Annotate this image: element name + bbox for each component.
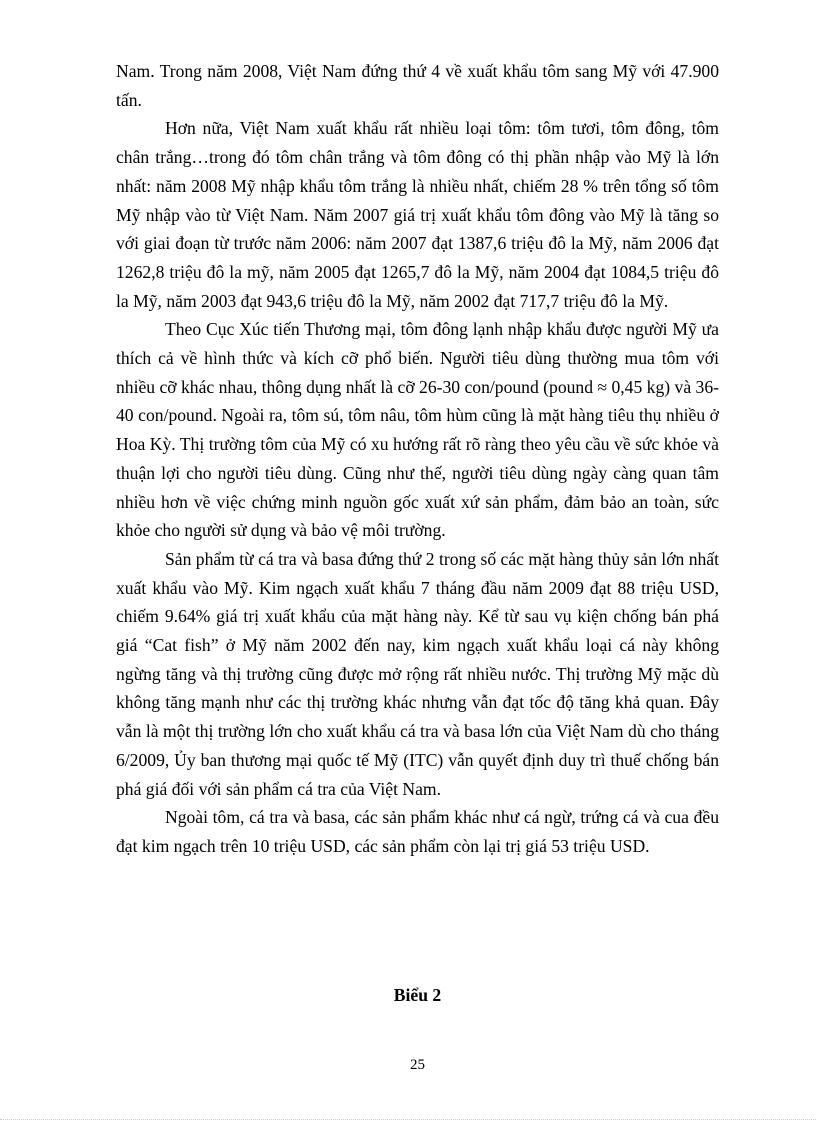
page-number: 25 [410,1057,425,1073]
paragraph-trade-promotion: Theo Cục Xúc tiến Thương mại, tôm đông lạnh nhập khẩu được người Mỹ ưa thích cả về hình thức và kích cỡ phổ biến. Người tiêu dùng thường mua tôm với nhiều cỡ khác nhau, thông dụng nhất là cỡ 26-30 con/pound (pound ≈ 0,45 kg) và 36-40 con/pound. Ngoài ra, tôm sú, tôm nâu, tôm hùm cũng là mặt hàng tiêu thụ nhiều ở Hoa Kỳ. Thị trường tôm của Mỹ có xu hướng rất rõ ràng theo yêu cầu về sức khỏe và thuận lợi cho người tiêu dùng. Cũng như thế, người tiêu dùng ngày càng quan tâm nhiều hơn về việc chứng minh nguồn gốc xuất xứ sản phẩm, đảm bảo an toàn, sức khỏe cho người sử dụng và bảo vệ môi trường. [116,319,719,541]
chart-heading: Biểu 2 [393,985,442,1005]
paragraph-shrimp-types: Hơn nữa, Việt Nam xuất khẩu rất nhiều loại tôm: tôm tươi, tôm đông, tôm chân trắng…trong đó tôm chân trắng và tôm đông có thị phần nhập vào Mỹ là lớn nhất: năm 2008 Mỹ nhập khẩu tôm trắng là nhiều nhất, chiếm 28 % trên tổng số tôm Mỹ nhập vào từ Việt Nam. Năm 2007 giá trị xuất khẩu tôm đông vào Mỹ là tăng so với giai đoạn từ trước năm 2006: năm 2007 đạt 1387,6 triệu đô la Mỹ, năm 2006 đạt 1262,8 triệu đô la mỹ, năm 2005 đạt 1265,7 đô la Mỹ, năm 2004 đạt 1084,5 triệu đô la Mỹ, năm 2003 đạt 943,6 triệu đô la Mỹ, năm 2002 đạt 717,7 triệu đô la Mỹ. [116,118,719,311]
paragraph-continuation: Nam. Trong năm 2008, Việt Nam đứng thứ 4 về xuất khẩu tôm sang Mỹ với 47.900 tấn. [116,61,719,110]
paragraph-other-products: Ngoài tôm, cá tra và basa, các sản phẩm khác như cá ngừ, trứng cá và cua đều đạt kim ngạch trên 10 triệu USD, các sản phẩm còn lại trị giá 53 triệu USD. [116,807,719,856]
body-text [116,57,719,861]
page-bottom-border [0,1119,816,1120]
paragraph-catfish-basa: Sản phẩm từ cá tra và basa đứng thứ 2 trong số các mặt hàng thủy sản lớn nhất xuất khẩu vào Mỹ. Kim ngạch xuất khẩu 7 tháng đầu năm 2009 đạt 88 triệu USD, chiếm 9.64% giá trị xuất khẩu của mặt hàng này. Kể từ sau vụ kiện chống bán phá giá “Cat fish” ở Mỹ năm 2002 đến nay, kim ngạch xuất khẩu loại cá này không ngừng tăng và thị trường cũng được mở rộng rất nhiều nước. Thị trường Mỹ mặc dù không tăng mạnh như các thị trường khác nhưng vẫn đạt tốc độ tăng khả quan. Đây vẫn là một thị trường lớn cho xuất khẩu cá tra và basa lớn của Việt Nam dù cho tháng 6/2009, Ủy ban thương mại quốc tế Mỹ (ITC) vẫn quyết định duy trì thuế chống bán phá giá đối với sản phẩm cá tra của Việt Nam. [116,548,719,799]
